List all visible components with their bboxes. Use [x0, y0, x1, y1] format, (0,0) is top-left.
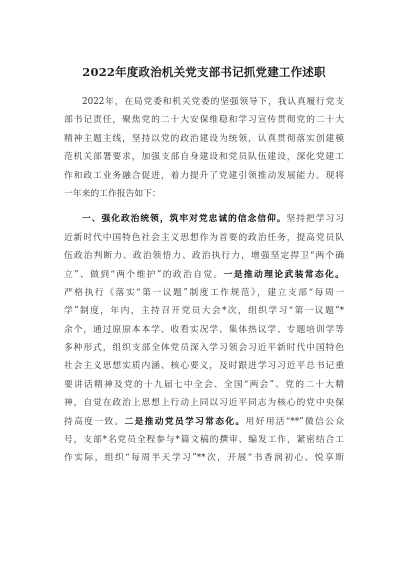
section1-line [64, 413, 344, 431]
section1-text: 持高度一致。 [64, 416, 125, 427]
section1-line: 伍政治判断力、政治领悟力、政治执行力，增强坚定捍卫“两个确 [64, 251, 344, 262]
paragraph-gap [64, 203, 344, 210]
intro-line: 部书记责任，聚焦党的二十大安保维稳和学习宣传贯彻党的二十大 [64, 115, 344, 126]
section1-line: 多种形式，组织支部全体党员深入学习领会习近平新时代中国特色 [64, 343, 344, 354]
intro-line: 一年来的工作报告如下： [64, 188, 161, 199]
section1-line: 余个，通过原原本本学、收看实况学、集体热议学、专题培训学等 [64, 324, 344, 335]
section1-line [64, 266, 344, 284]
subpoint-2-heading: 二是推动党员学习常态化。 [124, 416, 246, 427]
section1-line: 近新时代中国特色社会主义思想作为首要的政治任务，提高党员队 [64, 232, 344, 243]
section1-line [64, 210, 344, 228]
section1-heading: 一、强化政治统领，筑牢对党忠诚的信念信仰。 [82, 214, 287, 225]
section1-text: 用好用活“**”微信公众 [245, 416, 344, 427]
section1-text: 坚持把学习习 [286, 214, 344, 225]
section1-line: 社会主义思想实质内涵、核心要义，及时跟进学习习近平总书记重 [64, 361, 344, 372]
subpoint-1-heading: 一是推动理论武装常态化。 [223, 269, 344, 280]
intro-line: 作和政工业务融合促进，着力提升了党建引领推动发展能力。现将 [64, 170, 344, 181]
section1-line: 作实际，组织“每周半天学习”**次，开展“书香润初心、悦享斯 [64, 453, 344, 464]
section1-line: 号，支部*名党员全程参与*篇文稿的撰审、编发工作，紧密结合工 [64, 435, 344, 446]
section1-line: 学”制度，年内，主持召开党员大会*次，组织学习“第一议题”* [64, 306, 344, 317]
intro-line: 范机关部署要求，加强支部自身建设和党员队伍建设，深化党建工 [64, 152, 344, 163]
section1-line: 神，自觉在政治上思想上行动上同以习近平同志为核心的党中央保 [64, 398, 344, 409]
intro-line: 2022年，在局党委和机关党委的坚强领导下，我认真履行党支 [82, 97, 344, 107]
intro-line: 精神主题主线，坚持以党的政治建设为统领，认真贯彻落实创建模 [64, 133, 344, 144]
document-title: 2022年度政治机关党支部书记抓党建工作述职 [82, 65, 326, 79]
section1-line: 要讲话精神及党的十九届七中全会、全国“两会”、党的二十大精 [64, 379, 344, 390]
section1-line: 严格执行《落实“第一议题”制度工作规范》，建立支部“每周一 [64, 287, 344, 298]
document-body [64, 93, 344, 468]
section1-text: 立”、做到“两个维护”的政治自觉。 [64, 269, 224, 280]
